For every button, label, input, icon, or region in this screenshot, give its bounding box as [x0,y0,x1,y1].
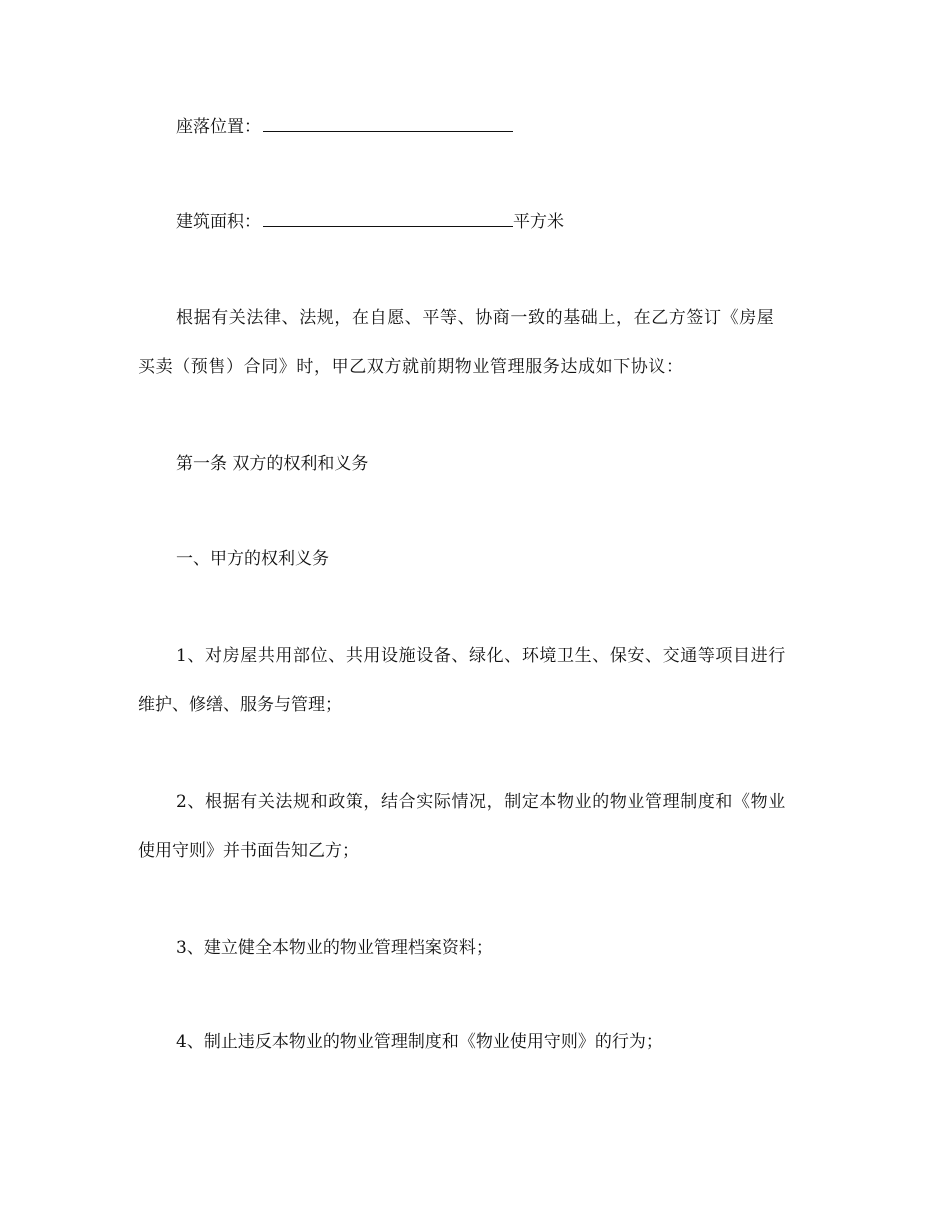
item4: 4、制止违反本物业的物业管理制度和《物业使用守则》的行为； [176,1032,663,1052]
intro-paragraph-line1: 根据有关法律、法规，在自愿、平等、协商一致的基础上，在乙方签订《房屋 [176,308,775,328]
area-field [176,208,818,234]
item1-line2: 维护、修缮、服务与管理； [138,695,342,715]
area-blank [263,208,513,227]
item2-line2: 使用守则》并书面告知乙方； [138,841,359,861]
article1-title: 第一条 双方的权利和义务 [176,454,369,474]
location-label: 座落位置： [176,117,261,137]
area-label: 建筑面积： [176,212,261,232]
intro-paragraph-line2: 买卖（预售）合同》时，甲乙双方就前期物业管理服务达成如下协议： [138,357,684,377]
item1-line1: 1、对房屋共用部位、共用设施设备、绿化、环境卫生、保安、交通等项目进行 [176,646,786,666]
location-field [176,113,818,139]
location-blank [263,113,513,132]
item2-line1: 2、根据有关法规和政策，结合实际情况，制定本物业的物业管理制度和《物业 [176,792,786,812]
section1-title: 一、甲方的权利义务 [176,549,329,569]
item3: 3、建立健全本物业的物业管理档案资料； [176,938,493,958]
area-unit: 平方米 [513,212,564,232]
